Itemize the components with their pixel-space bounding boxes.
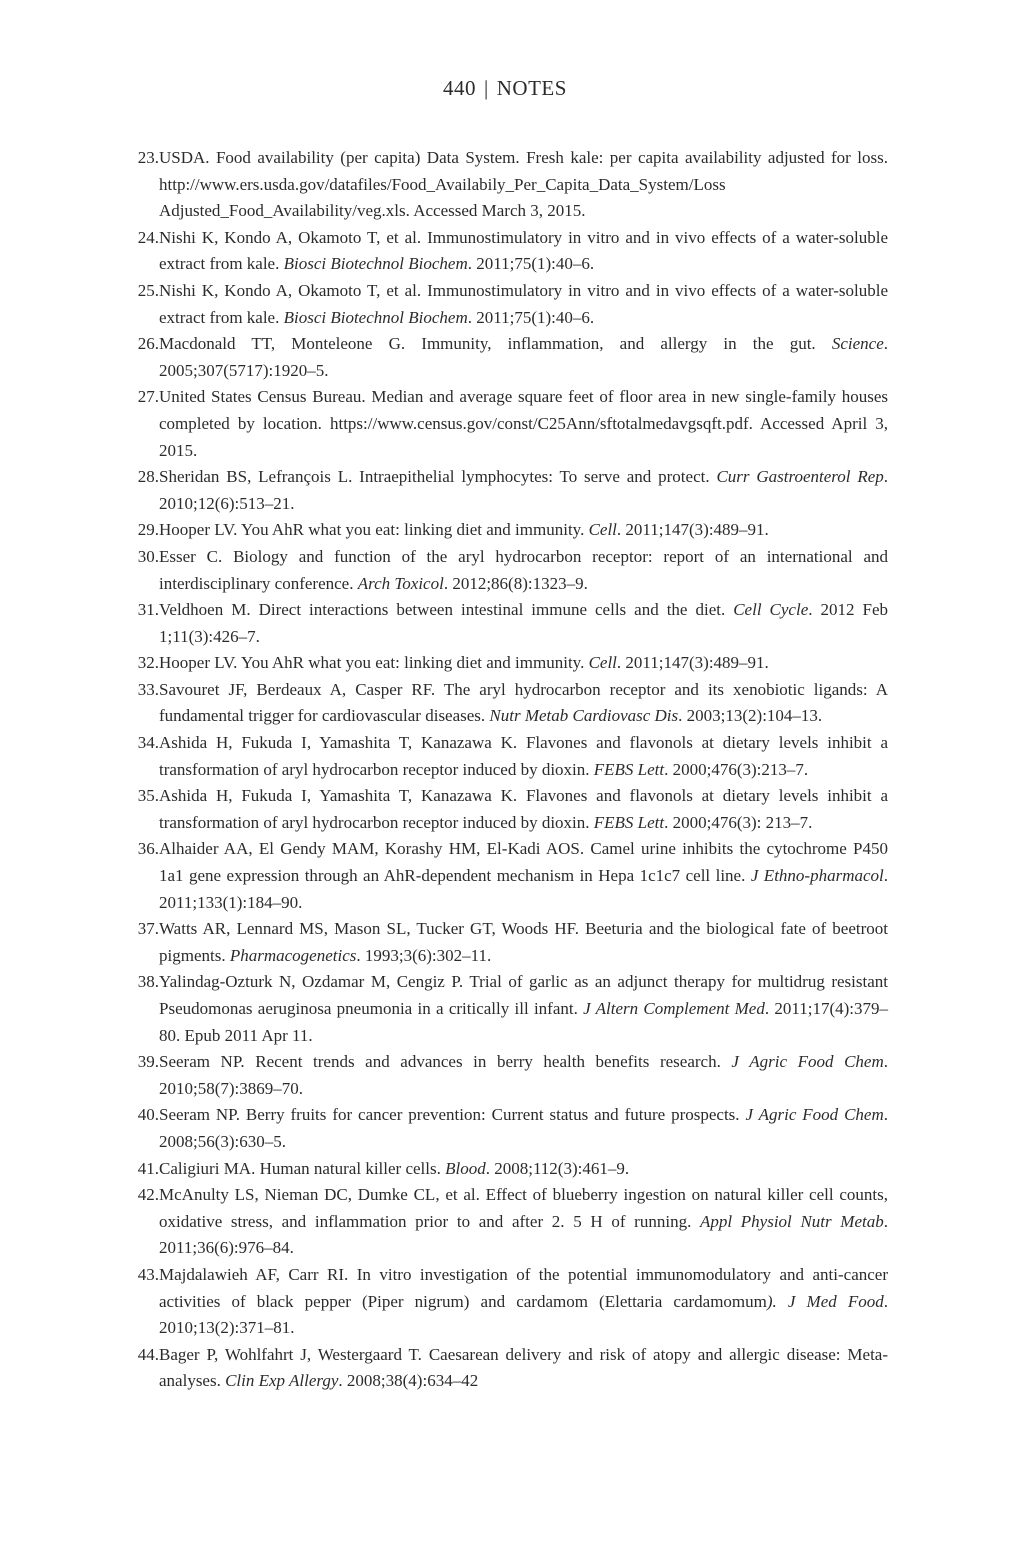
note-journal: Cell <box>588 520 617 540</box>
note-number <box>110 384 159 464</box>
note-citation: Esser C. Biology and function of the aryl hydrocarbon receptor: report of an international and interdisciplinary conference. <box>159 546 888 593</box>
note-citation: USDA. Food availability (per capita) Data System. Fresh kale: per capita availability adjusted for loss. http://www.ers.usda.gov/datafiles/Food_Availabily_Per_Capita_Data_System/Loss Adjusted_Food_Availability/veg.xls. Accessed March 3, 2015. <box>159 148 888 221</box>
note-volume: . 2012;86(8):1323–9. <box>443 573 588 593</box>
note-citation: Caligiuri MA. Human natural killer cells. <box>159 1158 446 1178</box>
note-item <box>110 836 888 916</box>
note-journal: J Altern Complement Med <box>583 999 765 1018</box>
note-journal: Pharmacogenetics <box>229 945 357 965</box>
note-number <box>110 1049 159 1102</box>
note-text <box>159 544 888 597</box>
note-number <box>110 969 159 1049</box>
note-number <box>110 1102 159 1155</box>
note-volume: . 2012 Feb 1;11(3):426–7. <box>159 600 888 646</box>
note-number-label: 39. <box>137 1052 159 1072</box>
note-text <box>159 1182 888 1262</box>
note-text <box>159 916 888 969</box>
note-citation: Bager P, Wohlfahrt J, Westergaard T. Caesarean delivery and risk of atopy and allergic disease: Meta-analyses. <box>159 1344 888 1391</box>
note-item <box>110 544 888 597</box>
note-text <box>159 677 888 730</box>
note-item <box>110 730 888 783</box>
note-number-label: 38. <box>137 972 159 992</box>
note-item <box>110 517 888 544</box>
note-citation: Majdalawieh AF, Carr RI. In vitro investigation of the potential immunomodulatory and anti-cancer activities of black pepper (Piper nigrum) and cardamom (Elettaria cardamomum <box>159 1264 888 1311</box>
note-journal: Nutr Metab Cardiovasc Dis <box>489 706 679 726</box>
note-number <box>110 544 159 597</box>
note-journal: Clin Exp Allergy <box>225 1371 339 1391</box>
note-item <box>110 969 888 1049</box>
note-volume: . 2010;13(2):371–81. <box>159 1291 888 1338</box>
note-number <box>110 730 159 783</box>
note-item <box>110 677 888 730</box>
note-item <box>110 1262 888 1342</box>
note-number-label: 40. <box>137 1105 159 1125</box>
header-separator: | <box>484 76 489 100</box>
note-number-label: 25. <box>137 280 159 300</box>
note-number <box>110 677 159 730</box>
note-number-label: 41. <box>137 1158 159 1178</box>
note-volume: . 2011;147(3):489–91. <box>616 520 769 540</box>
page-number: 440 <box>443 76 477 100</box>
note-number-label: 24. <box>137 227 159 247</box>
note-number-label: 37. <box>137 919 159 939</box>
note-number <box>110 517 159 544</box>
note-number-label: 43. <box>137 1264 159 1284</box>
note-item <box>110 783 888 836</box>
note-journal: Blood <box>445 1158 486 1178</box>
note-volume: . 2003;13(2):104–13. <box>678 706 823 726</box>
note-number <box>110 331 159 384</box>
note-citation: Nishi K, Kondo A, Okamoto T, et al. Immunostimulatory in vitro and in vivo effects of a water-soluble extract from kale. <box>159 227 888 274</box>
note-volume: . 2011;36(6):976–84. <box>159 1211 888 1258</box>
note-number-label: 30. <box>137 546 159 566</box>
note-volume: . 2011;75(1):40–6. <box>467 307 595 327</box>
note-volume: . 2011;147(3):489–91. <box>616 653 769 673</box>
note-journal: Curr Gastroenterol Rep <box>716 467 884 487</box>
note-volume: . 2000;476(3):213–7. <box>664 759 809 779</box>
note-number <box>110 1342 159 1395</box>
note-text <box>159 969 888 1049</box>
note-text <box>159 331 888 384</box>
note-citation: Savouret JF, Berdeaux A, Casper RF. The aryl hydrocarbon receptor and its xenobiotic ligands: A fundamental trigger for cardiovascular diseases. <box>159 679 888 726</box>
note-citation: Ashida H, Fukuda I, Yamashita T, Kanazawa K. Flavones and flavonols at dietary levels inhibit a transformation of aryl hydrocarbon receptor induced by dioxin. <box>159 786 888 832</box>
note-item <box>110 464 888 517</box>
note-item <box>110 1049 888 1102</box>
note-text <box>159 1102 888 1155</box>
note-text <box>159 464 888 517</box>
section-title: NOTES <box>496 76 567 100</box>
note-item <box>110 1156 888 1183</box>
note-number <box>110 225 159 278</box>
note-number <box>110 278 159 331</box>
note-text <box>159 517 888 544</box>
note-text <box>159 783 888 836</box>
note-item <box>110 384 888 464</box>
note-journal: Cell <box>588 653 617 673</box>
note-text <box>159 225 888 278</box>
running-header <box>0 76 1010 101</box>
note-journal: FEBS Lett <box>593 812 665 832</box>
note-volume: . 2000;476(3): 213–7. <box>664 812 813 832</box>
note-journal: FEBS Lett <box>593 759 665 779</box>
note-number-label: 33. <box>137 679 159 699</box>
note-number-label: 36. <box>137 839 159 859</box>
note-citation: Ashida H, Fukuda I, Yamashita T, Kanazawa K. Flavones and flavonols at dietary levels inhibit a transformation of aryl hydrocarbon receptor induced by dioxin. <box>159 733 888 779</box>
note-number <box>110 464 159 517</box>
notes-list <box>110 145 888 1395</box>
note-citation: Nishi K, Kondo A, Okamoto T, et al. Immunostimulatory in vitro and in vivo effects of a water-soluble extract from kale. <box>159 280 888 327</box>
note-number-label: 44. <box>137 1344 159 1364</box>
note-journal: J Ethno-pharmacol <box>750 866 884 886</box>
note-volume: . 2008;112(3):461–9. <box>485 1158 630 1178</box>
note-volume: . 1993;3(6):302–11. <box>356 945 492 965</box>
note-citation: McAnulty LS, Nieman DC, Dumke CL, et al. Effect of blueberry ingestion on natural killer cell counts, oxidative stress, and inflammation prior to and after 2. 5 H of running. <box>159 1185 888 1231</box>
note-text <box>159 278 888 331</box>
note-number-label: 26. <box>137 334 159 354</box>
note-volume: . 2011;75(1):40–6. <box>467 254 595 274</box>
note-journal: ). J Med Food <box>766 1291 884 1311</box>
note-citation: Sheridan BS, Lefrançois L. Intraepithelial lymphocytes: To serve and protect. <box>159 467 717 487</box>
note-citation: Seeram NP. Berry fruits for cancer prevention: Current status and future prospects. <box>159 1105 746 1125</box>
note-text <box>159 730 888 783</box>
note-item <box>110 1342 888 1395</box>
note-number-label: 27. <box>137 387 159 407</box>
note-item <box>110 597 888 650</box>
note-citation: Yalindag-Ozturk N, Ozdamar M, Cengiz P. Trial of garlic as an adjunct therapy for multidrug resistant Pseudomonas aeruginosa pneumonia in a critically ill infant. <box>159 972 888 1018</box>
note-text <box>159 145 888 225</box>
note-number <box>110 650 159 677</box>
note-item <box>110 650 888 677</box>
note-number <box>110 1262 159 1342</box>
note-volume: . 2005;307(5717):1920–5. <box>159 334 888 380</box>
note-text <box>159 1262 888 1342</box>
note-text <box>159 1156 888 1183</box>
note-text <box>159 1342 888 1395</box>
note-number-label: 31. <box>137 600 159 620</box>
note-citation: Hooper LV. You AhR what you eat: linking diet and immunity. <box>159 520 589 540</box>
note-text <box>159 597 888 650</box>
note-journal: J Agric Food Chem <box>731 1052 884 1072</box>
note-journal: Science <box>831 334 884 354</box>
note-volume: . 2011;17(4):379–80. Epub 2011 Apr 11. <box>159 999 889 1045</box>
note-text <box>159 650 888 677</box>
note-item <box>110 278 888 331</box>
note-number <box>110 145 159 225</box>
note-citation: United States Census Bureau. Median and average square feet of floor area in new single-family houses completed by location. https://www.census.gov/const/C25Ann/sftotalmedavgsqft.pdf. Accessed April 3, 2015. <box>159 387 888 460</box>
note-number-label: 32. <box>137 653 159 673</box>
note-item <box>110 916 888 969</box>
note-journal: Appl Physiol Nutr Metab <box>700 1211 884 1231</box>
note-item <box>110 225 888 278</box>
note-number <box>110 1156 159 1183</box>
note-number <box>110 1182 159 1262</box>
note-text <box>159 1049 888 1102</box>
note-volume: . 2010;12(6):513–21. <box>159 467 889 513</box>
note-number-label: 35. <box>137 786 159 806</box>
note-number-label: 28. <box>137 467 159 487</box>
note-journal: Cell Cycle <box>733 600 809 620</box>
note-item <box>110 1102 888 1155</box>
note-citation: Alhaider AA, El Gendy MAM, Korashy HM, El-Kadi AOS. Camel urine inhibits the cytochrome P450 1a1 gene expression through an AhR-dependent mechanism in Hepa 1c1c7 cell line. <box>159 839 888 886</box>
note-citation: Veldhoen M. Direct interactions between intestinal immune cells and the diet. <box>159 600 734 620</box>
note-journal: Arch Toxicol <box>357 573 444 593</box>
note-item <box>110 331 888 384</box>
note-number-label: 42. <box>137 1185 159 1205</box>
note-volume: . 2008;56(3):630–5. <box>159 1105 888 1151</box>
note-citation: Macdonald TT, Monteleone G. Immunity, inflammation, and allergy in the gut. <box>159 334 832 354</box>
note-volume: . 2010;58(7):3869–70. <box>159 1052 888 1098</box>
note-item <box>110 1182 888 1262</box>
note-item <box>110 145 888 225</box>
note-citation: Watts AR, Lennard MS, Mason SL, Tucker GT, Woods HF. Beeturia and the biological fate of beetroot pigments. <box>159 919 888 965</box>
note-number <box>110 597 159 650</box>
note-number <box>110 783 159 836</box>
note-citation: Seeram NP. Recent trends and advances in berry health benefits research. <box>159 1052 732 1072</box>
note-number-label: 23. <box>137 148 159 167</box>
note-citation: Hooper LV. You AhR what you eat: linking diet and immunity. <box>159 653 589 673</box>
note-volume: . 2008;38(4):634–42 <box>338 1371 479 1391</box>
note-number <box>110 836 159 916</box>
note-number-label: 34. <box>137 733 159 753</box>
note-text <box>159 836 888 916</box>
note-text <box>159 384 888 464</box>
note-number <box>110 916 159 969</box>
note-journal: J Agric Food Chem <box>745 1105 884 1125</box>
note-journal: Biosci Biotechnol Biochem <box>283 307 468 327</box>
note-journal: Biosci Biotechnol Biochem <box>283 254 468 274</box>
note-volume: . 2011;133(1):184–90. <box>159 866 888 912</box>
note-number-label: 29. <box>137 520 159 540</box>
